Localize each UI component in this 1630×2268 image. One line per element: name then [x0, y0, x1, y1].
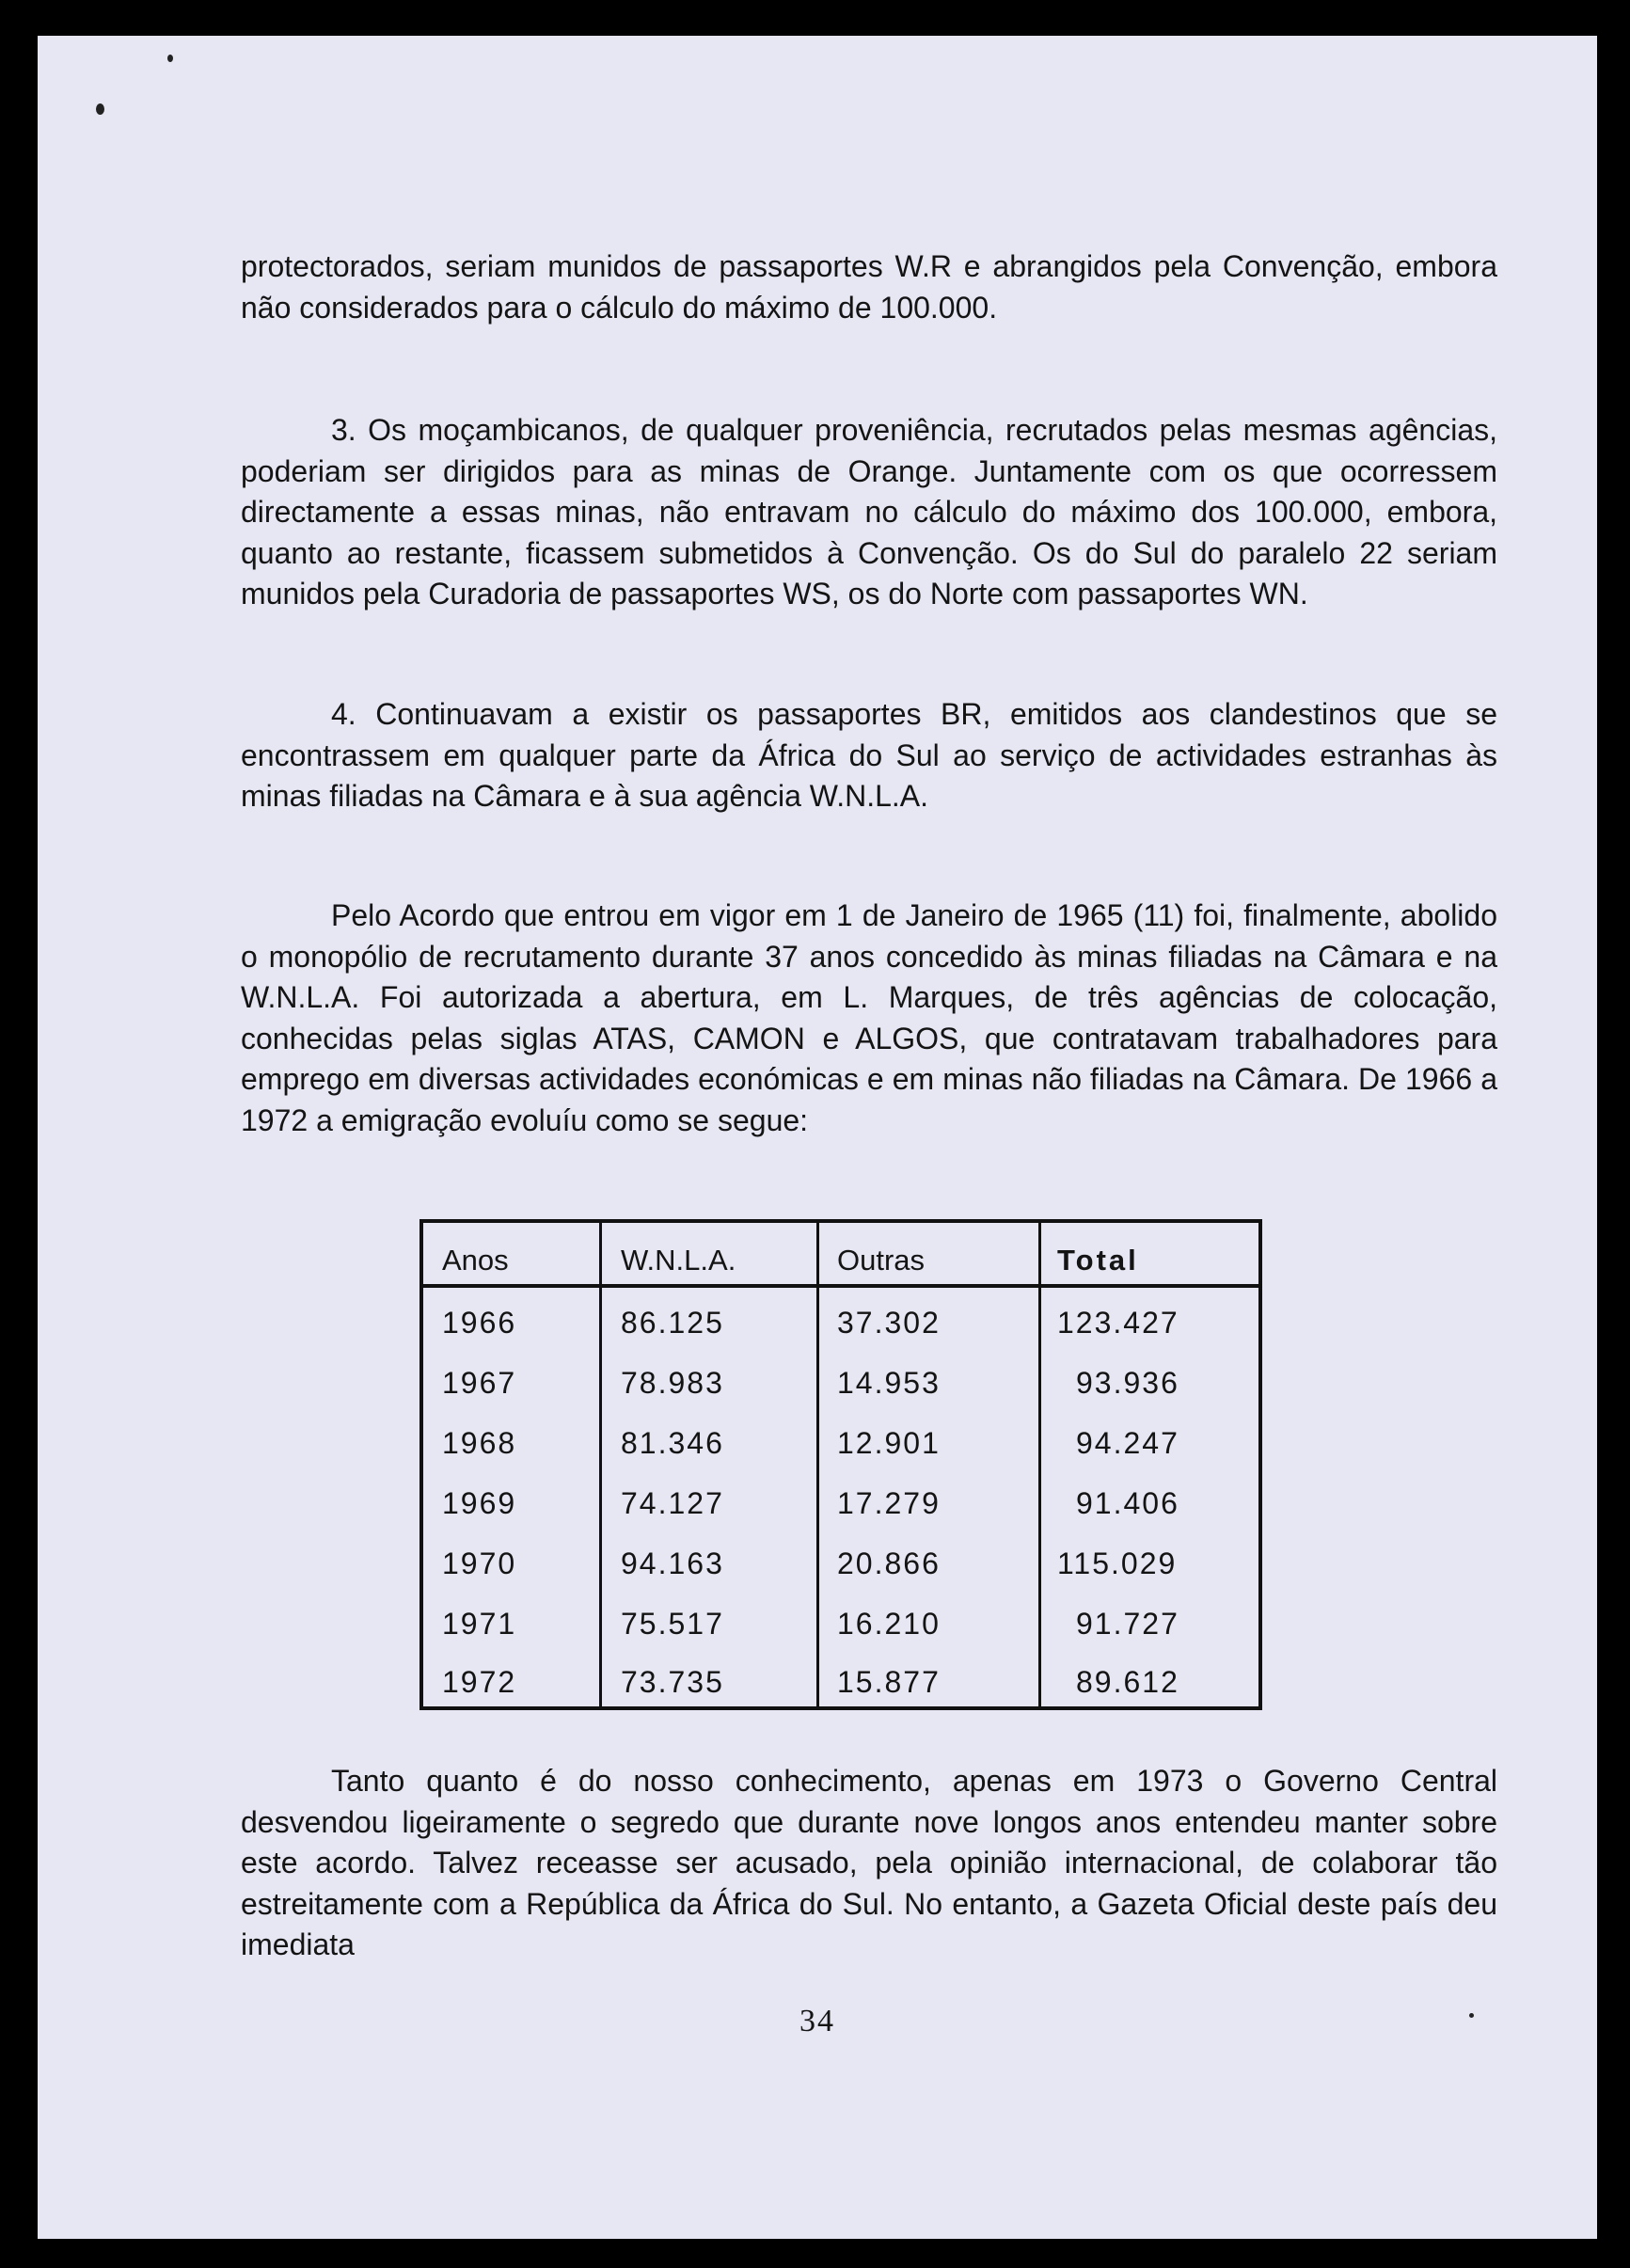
table-cell-outras: 14.953	[837, 1366, 941, 1400]
table-cell-outras: 20.866	[837, 1546, 941, 1580]
table-cell-wnla: 81.346	[621, 1426, 724, 1460]
paragraph-3: 4. Continuavam a existir os passaportes BR, emitidos aos clandestinos que se encontrassem em qualquer parte da África do Sul ao serviço de actividades estranhas às minas filiadas na Câmara e à sua agência W.N.L.A.	[241, 697, 1497, 813]
table-cell-wnla: 94.163	[621, 1546, 724, 1580]
table-cell-year: 1967	[442, 1366, 517, 1400]
emigration-table	[419, 1219, 1262, 1710]
table-cell-total: 91.406	[1076, 1486, 1179, 1520]
table-cell-outras: 37.302	[837, 1306, 941, 1340]
table-cell-outras: 17.279	[837, 1486, 941, 1520]
table-cell-total: 94.247	[1076, 1426, 1179, 1460]
table-header-total: Total	[1057, 1244, 1139, 1277]
table-cell-year: 1968	[442, 1426, 517, 1460]
table-header-outras: Outras	[837, 1244, 926, 1277]
table-cell-total: 89.612	[1076, 1665, 1179, 1699]
table-cell-total: 91.727	[1076, 1607, 1179, 1641]
table-cell-outras: 15.877	[837, 1665, 941, 1699]
table-cell-wnla: 73.735	[621, 1665, 724, 1699]
paragraph-2: 3. Os moçambicanos, de qualquer proveniência, recrutados pelas mesmas agências, poderiam ser dirigidos para as minas de Orange. Juntamente com os que ocorressem directamente a essas minas, não entravam no cálculo do máximo dos 100.000, embora, quanto ao restante, ficassem submetidos à Convenção. Os do Sul do paralelo 22 seriam munidos pela Curadoria de passaportes WS, os do Norte com passaportes WN.	[241, 413, 1497, 611]
table-header-wnla: W.N.L.A.	[621, 1244, 736, 1277]
scan-speck	[96, 103, 104, 115]
paragraph-1: protectorados, seriam munidos de passaportes W.R e abrangidos pela Convenção, embora não considerados para o cálculo do máximo de 100.000.	[241, 249, 1497, 325]
table-cell-wnla: 78.983	[621, 1366, 724, 1400]
table-cell-year: 1971	[442, 1607, 517, 1641]
table-cell-year: 1969	[442, 1486, 517, 1520]
table-cell-total: 115.029	[1057, 1546, 1178, 1580]
page-number: 34	[799, 2004, 835, 2038]
paragraph-5: Tanto quanto é do nosso conhecimento, apenas em 1973 o Governo Central desvendou ligeiramente o segredo que durante nove longos anos entendeu manter sobre este acordo. Talvez receasse ser acusado, pela opinião internacional, de colaborar tão estreitamente com a República da África do Sul. No entanto, a Gazeta Oficial deste país deu imediata	[241, 1764, 1497, 1961]
table-cell-wnla: 75.517	[621, 1607, 724, 1641]
table-cell-total: 123.427	[1057, 1306, 1179, 1340]
table-header-anos: Anos	[442, 1244, 509, 1277]
table-cell-outras: 12.901	[837, 1426, 941, 1460]
paragraph-4: Pelo Acordo que entrou em vigor em 1 de Janeiro de 1965 (11) foi, finalmente, abolido o monopólio de recrutamento durante 37 anos concedido às minas filiadas na Câmara e na W.N.L.A. Foi autorizada a abertura, em L. Marques, de três agências de colocação, conhecidas pelas siglas ATAS, CAMON e ALGOS, que contratavam trabalhadores para emprego em diversas actividades económicas e em minas não filiadas na Câmara. De 1966 a 1972 a emigração evoluíu como se segue:	[241, 898, 1497, 1137]
table-cell-year: 1972	[442, 1665, 517, 1699]
table-cell-year: 1966	[442, 1306, 517, 1340]
table-cell-total: 93.936	[1076, 1366, 1179, 1400]
scan-speck	[167, 55, 173, 62]
table-cell-outras: 16.210	[837, 1607, 941, 1641]
table-cell-wnla: 86.125	[621, 1306, 724, 1340]
document-page	[38, 36, 1597, 2239]
table-cell-year: 1970	[442, 1546, 517, 1580]
table-cell-wnla: 74.127	[621, 1486, 724, 1520]
